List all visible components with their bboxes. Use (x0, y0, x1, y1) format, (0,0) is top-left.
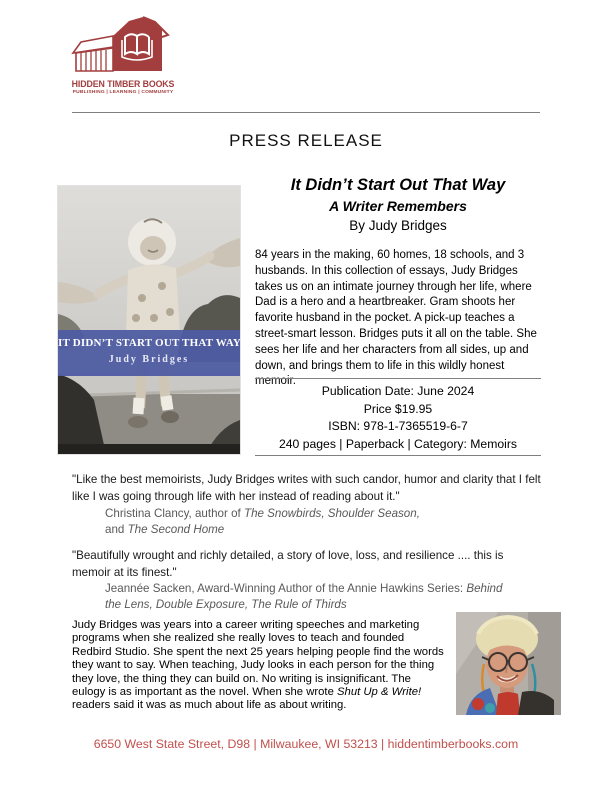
publication-format: 240 pages | Paperback | Category: Memoirs (278, 436, 517, 451)
press-release-heading: PRESS RELEASE (229, 131, 383, 150)
attribution-line: Jeannée Sacken, Award-Winning Author of the Annie Hawkins Series: Behind (105, 582, 503, 595)
author-photo (456, 612, 561, 715)
author-bio-text: Judy Bridges was years into a career writing speeches and marketing programs when she realized she really loves to teach and founded Redbird Studio. She spent the next 25 years helping people find the words they want to say. When teaching, Judy looks in each person for the thing they love, the thing they can build on. No writing is insignificant. The eulogy is as important as the novel. When she wrote Shut Up & Write! readers said it was as much about life as about writing. (72, 619, 444, 712)
review-attribution-2 (105, 581, 545, 613)
review-quote-1: "Like the best memoirists, Judy Bridges writes with such candor, humor and clarity that I felt like I was going through life with her instead of reading about it." (72, 473, 541, 503)
publication-details (255, 383, 541, 453)
review-attribution-1 (105, 506, 545, 538)
publication-divider-bottom (255, 455, 541, 456)
publication-price: Price $19.95 (363, 401, 433, 416)
book-info-column (255, 176, 541, 451)
review-quote-2: "Beautifully wrought and richly detailed, a story of love, loss, and resilience .... this is memoir at its finest." (72, 549, 504, 579)
cover-author: Judy Bridges (108, 354, 190, 365)
publisher-tagline: PUBLISHING | LEARNING | COMMUNITY (72, 90, 174, 95)
book-description: 84 years in the making, 60 homes, 18 schools, and 3 husbands. In this collection of essays, Judy Bridges takes us on an intimate journey through her life, where Dad is a hero and a heartbreaker. Gram shoots her favorite husband in the pocket. A pick-up teaches a street-smart lesson. Bridges puts it all on the table. She sees her life and her characters from all sides, up and down, and brings them to life in this wildly honest memoir. (255, 249, 537, 388)
publication-date: Publication Date: June 2024 (321, 384, 475, 398)
attribution-line: Christina Clancy, author of The Snowbirds, Shoulder Season, (105, 507, 420, 520)
publisher-address-footer: 6650 West State Street, D98 | Milwaukee, WI 53213 | hiddentimberbooks.com (93, 737, 519, 751)
publisher-logo (70, 14, 176, 95)
publication-divider-top (255, 378, 541, 379)
cover-title-band (58, 330, 240, 376)
book-title: It Didn’t Start Out That Way (290, 176, 506, 194)
publisher-name: HIDDEN TIMBER BOOKS (71, 79, 175, 89)
book-cover (58, 186, 240, 454)
barn-logo-icon (71, 14, 175, 72)
author-bio-section (72, 619, 561, 721)
cover-photo (58, 186, 240, 454)
cover-title: IT DIDN’T START OUT THAT WAY (58, 337, 242, 349)
attribution-line: the Lens, Double Exposure, The Rule of Thirds (105, 598, 347, 611)
attribution-line: and The Second Home (105, 523, 225, 536)
publication-isbn: ISBN: 978-1-7365519-6-7 (328, 419, 468, 433)
header-divider (72, 112, 540, 113)
book-byline: By Judy Bridges (349, 218, 447, 233)
book-subtitle: A Writer Remembers (329, 198, 467, 214)
